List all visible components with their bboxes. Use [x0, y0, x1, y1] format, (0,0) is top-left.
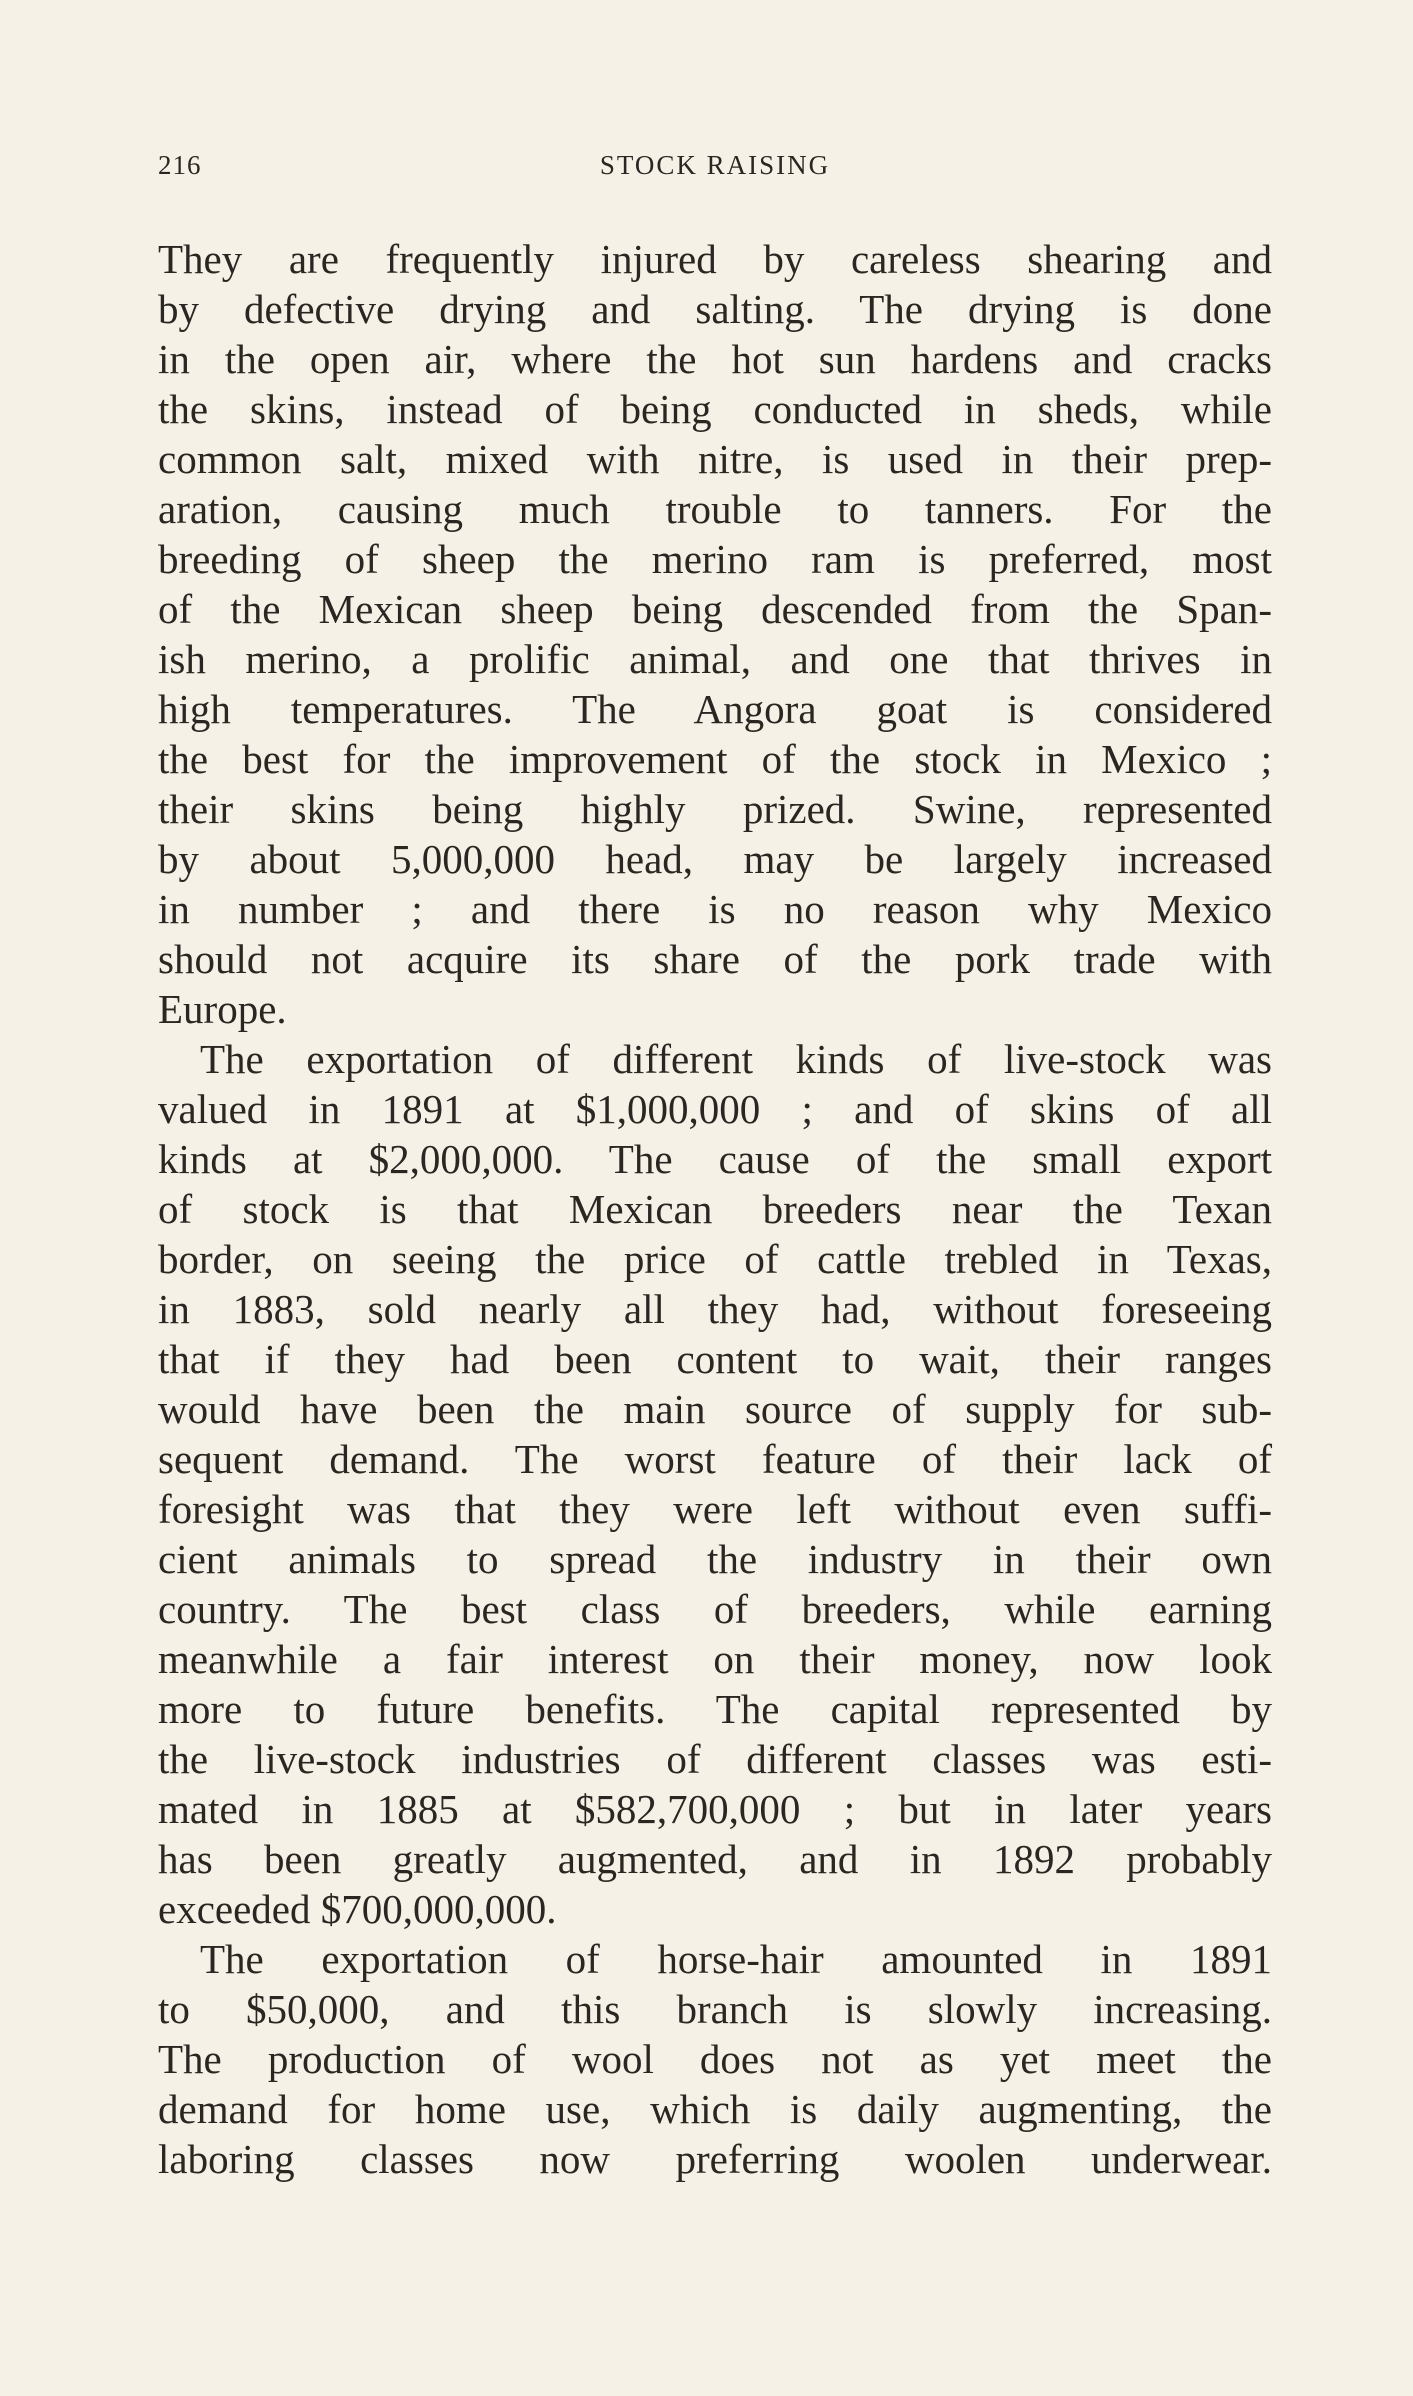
text-line: cient animals to spread the industry in their own [158, 1536, 1272, 1582]
running-head [158, 150, 1272, 190]
text-line: the live-stock industries of different classes was esti- [158, 1736, 1272, 1782]
text-line: of stock is that Mexican breeders near the Texan [158, 1186, 1272, 1232]
page-number: 216 [158, 150, 202, 180]
text-line: The production of wool does not as yet meet the [158, 2036, 1272, 2082]
text-line: border, on seeing the price of cattle trebled in Texas, [158, 1236, 1272, 1282]
text-line: Europe. [158, 986, 287, 1032]
text-line: high temperatures. The Angora goat is considered [158, 686, 1272, 732]
text-line: in the open air, where the hot sun hardens and cracks [158, 336, 1272, 382]
text-line: breeding of sheep the merino ram is preferred, most [158, 536, 1272, 582]
text-line: laboring classes now preferring woolen underwear. [158, 2136, 1272, 2182]
text-line: common salt, mixed with nitre, is used in their prep- [158, 436, 1272, 482]
text-line: in number ; and there is no reason why Mexico [158, 886, 1272, 932]
text-line: The exportation of different kinds of live-stock was [200, 1036, 1272, 1082]
text-line: valued in 1891 at $1,000,000 ; and of skins of all [158, 1086, 1272, 1132]
text-line: aration, causing much trouble to tanners. For the [158, 486, 1272, 532]
text-line: They are frequently injured by careless shearing and [158, 236, 1272, 282]
text-line: mated in 1885 at $582,700,000 ; but in later years [158, 1786, 1272, 1832]
text-line: to $50,000, and this branch is slowly increasing. [158, 1986, 1272, 2032]
text-line: the skins, instead of being conducted in sheds, while [158, 386, 1272, 432]
text-line: by about 5,000,000 head, may be largely increased [158, 836, 1272, 882]
text-line: meanwhile a fair interest on their money, now look [158, 1636, 1272, 1682]
text-line: more to future benefits. The capital represented by [158, 1686, 1272, 1732]
text-line: sequent demand. The worst feature of their lack of [158, 1436, 1272, 1482]
text-line: has been greatly augmented, and in 1892 probably [158, 1836, 1272, 1882]
text-line: foresight was that they were left without even suffi- [158, 1486, 1272, 1532]
text-line: would have been the main source of supply for sub- [158, 1386, 1272, 1432]
running-title: STOCK RAISING [599, 150, 831, 180]
text-line: in 1883, sold nearly all they had, without foreseeing [158, 1286, 1272, 1332]
text-line: country. The best class of breeders, while earning [158, 1586, 1272, 1632]
text-line: ish merino, a prolific animal, and one that thrives in [158, 636, 1272, 682]
text-line: their skins being highly prized. Swine, represented [158, 786, 1272, 832]
text-line: that if they had been content to wait, their ranges [158, 1336, 1272, 1382]
text-line: kinds at $2,000,000. The cause of the small export [158, 1136, 1272, 1182]
text-line: should not acquire its share of the pork trade with [158, 936, 1272, 982]
text-line: of the Mexican sheep being descended from the Span- [158, 586, 1272, 632]
text-line: by defective drying and salting. The drying is done [158, 286, 1272, 332]
text-line: the best for the improvement of the stock in Mexico ; [158, 736, 1272, 782]
text-line: The exportation of horse-hair amounted in 1891 [200, 1936, 1272, 1982]
text-line: exceeded $700,000,000. [158, 1886, 557, 1932]
body-text [158, 234, 1272, 2184]
text-line: demand for home use, which is daily augmenting, the [158, 2086, 1272, 2132]
book-page [158, 150, 1272, 2184]
